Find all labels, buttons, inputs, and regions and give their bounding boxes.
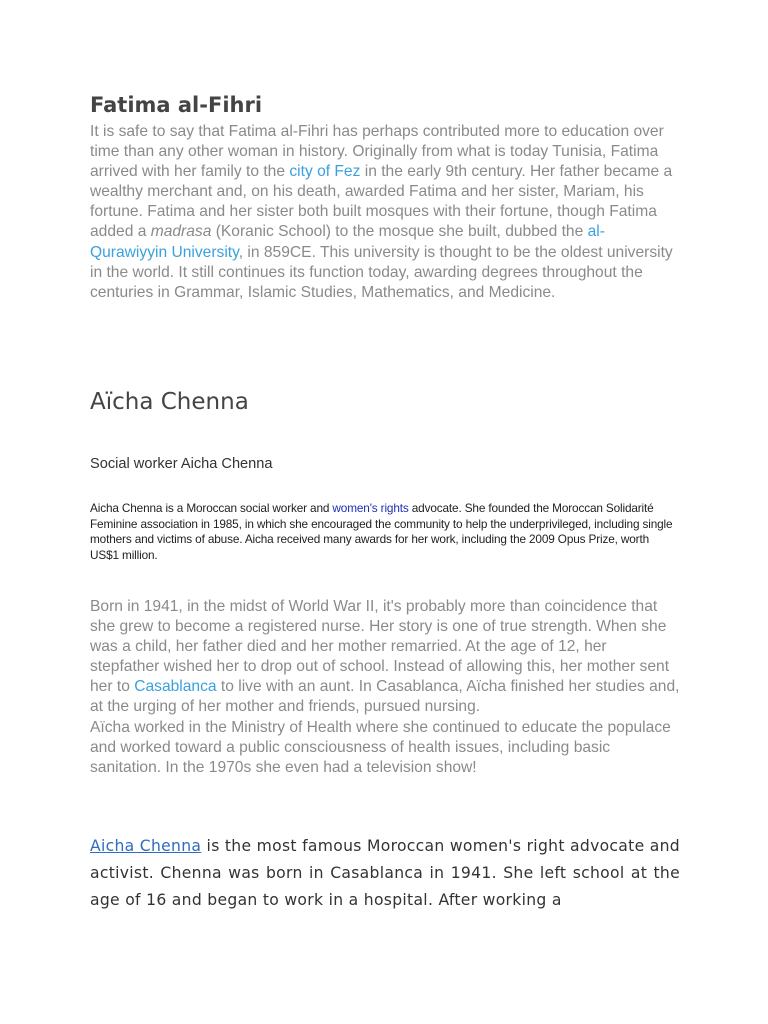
al-qurawiyyin-link[interactable]: al-Qurawiyyin University (90, 223, 605, 261)
summary-text: is the most famous Moroccan women's right advocate and activist. Chenna was born in Casablanca in 1941. She left school at the age of 16 and began to work in a hospital. After working a (90, 837, 680, 909)
aicha-intro-paragraph (90, 501, 680, 563)
bio-text-2: to live with an aunt. In Casablanca, Aïcha finished her studies and, at the urging of her mother and friends, pursued nursing. (90, 678, 680, 716)
womens-rights-link[interactable]: women's rights (332, 501, 409, 515)
aicha-chenna-link[interactable]: Aicha Chenna (90, 837, 202, 855)
fatima-text-2: in the early 9th century. Her father became a wealthy merchant and, on his death, awarded Fatima and her sister, Mariam, his fortune. Fatima and her sister both built mosques with their fortune, though Fatima added a (90, 163, 673, 241)
fatima-text-1: It is safe to say that Fatima al-Fihri has perhaps contributed more to education over time than any other woman in history. Originally from what is today Tunisia, Fatima arrived with her family to the (90, 123, 664, 181)
aicha-bio-paragraph-1 (90, 597, 680, 718)
aicha-bio-paragraph-2: Aïcha worked in the Ministry of Health where she continued to educate the populace and worked toward a public consciousness of health issues, including basic sanitation. In the 1970s she even had a television show! (90, 718, 671, 776)
aicha-intro-text-1: Aicha Chenna is a Moroccan social worker and (90, 501, 333, 515)
fatima-paragraph (90, 122, 680, 303)
section-title-aicha: Aïcha Chenna (90, 389, 249, 415)
bio-text-1: Born in 1941, in the midst of World War II, it's probably more than coincidence that she grew to become a registered nurse. Her story is one of true strength. When she was a child, her father died and her mother remarried. At the age of 12, her stepfather wished her to drop out of school. Instead of allowing this, her mother sent her to (90, 598, 670, 696)
aicha-summary-paragraph (90, 833, 680, 914)
fatima-text-3: (Koranic School) to the mosque she built, dubbed the (211, 223, 588, 241)
image-caption: Social worker Aicha Chenna (90, 456, 273, 472)
section-title-fatima: Fatima al-Fihri (90, 93, 263, 117)
city-of-fez-link[interactable]: city of Fez (289, 163, 361, 181)
fatima-text-4: , in 859CE. This university is thought to be the oldest university in the world. It still continues its function today, awarding degrees throughout the centuries in Grammar, Islamic Studies, Mathematics, and Medicine. (90, 243, 673, 301)
madrasa-term: madrasa (150, 223, 212, 241)
casablanca-link[interactable]: Casablanca (134, 678, 217, 696)
aicha-bio (90, 597, 680, 778)
aicha-intro-text-2: advocate. She founded the Moroccan Solidarité Feminine association in 1985, in which she encouraged the community to help the underprivileged, including single mothers and victims of abuse. Aicha received many awards for her work, including the 2009 Opus Prize, worth US$1 million. (90, 501, 673, 562)
